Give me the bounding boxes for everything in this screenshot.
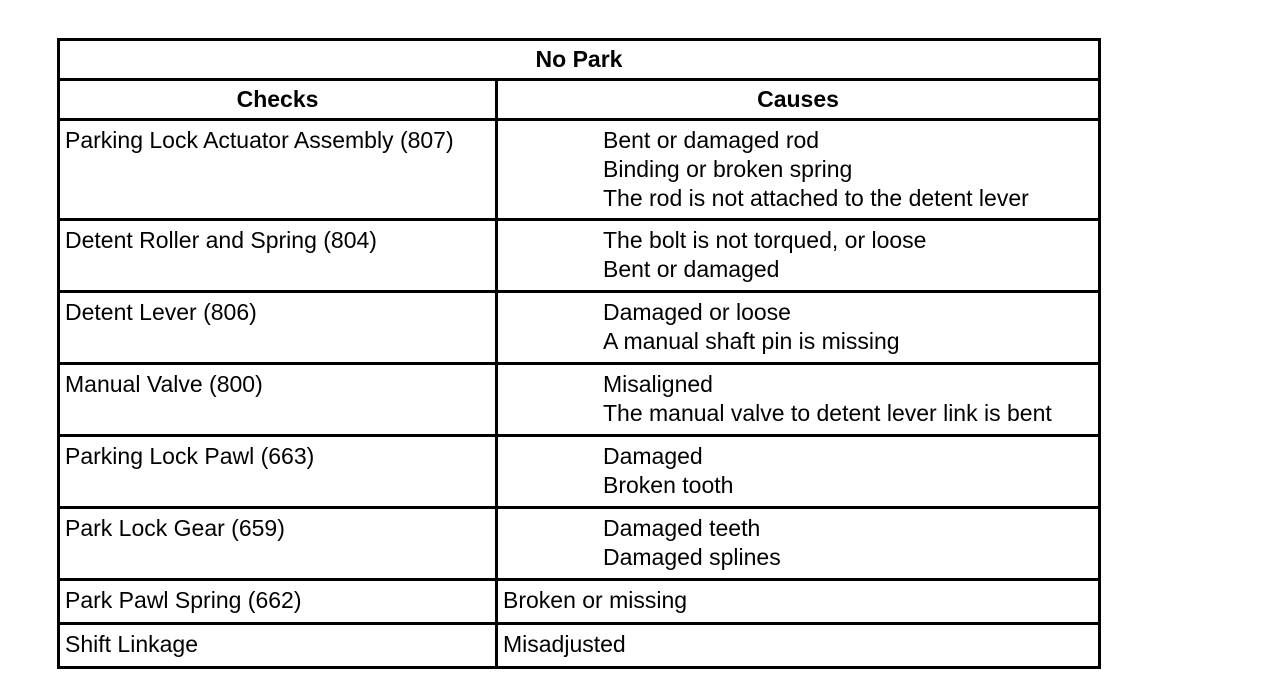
causes-cell — [497, 624, 1100, 668]
no-park-table — [57, 38, 1101, 669]
table-row — [59, 436, 1100, 508]
cause-item: Damaged teeth — [603, 515, 761, 541]
check-cell: Parking Lock Pawl (663) — [59, 436, 497, 508]
check-cell: Park Lock Gear (659) — [59, 508, 497, 580]
table-row — [59, 624, 1100, 668]
cause-item: The manual valve to detent lever link is bent — [603, 400, 1052, 426]
header-checks: Checks — [59, 80, 497, 120]
cause-item: The bolt is not torqued, or loose — [603, 227, 927, 253]
header-causes: Causes — [497, 80, 1100, 120]
table-row — [59, 508, 1100, 580]
cause-item: Damaged or loose — [603, 299, 791, 325]
cause-item: Misaligned — [603, 371, 713, 397]
check-cell: Parking Lock Actuator Assembly (807) — [59, 120, 497, 220]
causes-cell — [497, 364, 1100, 436]
check-cell: Shift Linkage — [59, 624, 497, 668]
cause-item: Bent or damaged rod — [603, 127, 820, 153]
cause-item: Damaged splines — [603, 544, 781, 570]
table-row — [59, 580, 1100, 624]
table-header-row — [59, 80, 1100, 120]
causes-cell — [497, 508, 1100, 580]
cause-item: A manual shaft pin is missing — [603, 328, 900, 354]
no-park-table-container — [57, 38, 1098, 669]
table-title: No Park — [59, 40, 1100, 80]
table-title-row — [59, 40, 1100, 80]
cause-item: The rod is not attached to the detent lever — [603, 185, 1029, 211]
check-cell: Manual Valve (800) — [59, 364, 497, 436]
cause-item: Binding or broken spring — [603, 156, 853, 182]
table-row — [59, 364, 1100, 436]
cause-item: Bent or damaged — [603, 256, 780, 282]
table-row — [59, 120, 1100, 220]
check-cell: Detent Roller and Spring (804) — [59, 220, 497, 292]
causes-cell — [497, 292, 1100, 364]
cause-item: Misadjusted — [503, 631, 626, 657]
check-cell: Detent Lever (806) — [59, 292, 497, 364]
cause-item: Broken tooth — [603, 472, 734, 498]
cause-item: Broken or missing — [503, 587, 688, 613]
cause-item: Damaged — [603, 443, 703, 469]
table-row — [59, 292, 1100, 364]
causes-cell — [497, 220, 1100, 292]
check-cell: Park Pawl Spring (662) — [59, 580, 497, 624]
table-row — [59, 220, 1100, 292]
causes-cell — [497, 580, 1100, 624]
causes-cell — [497, 436, 1100, 508]
causes-cell — [497, 120, 1100, 220]
